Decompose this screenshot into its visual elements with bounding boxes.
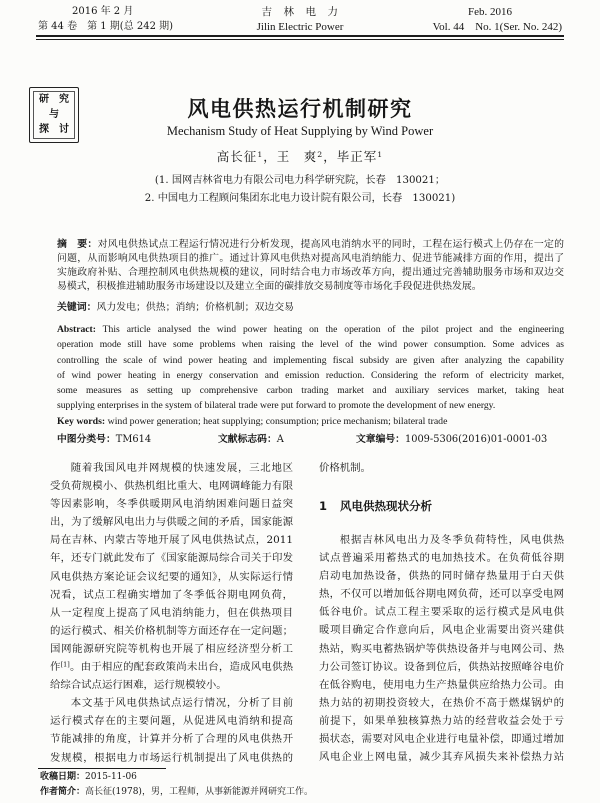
article-number-label: 文章编号： (356, 434, 405, 445)
text-line (319, 585, 564, 603)
line-text: 问题，从而影响风电供热项目的推广。通过计算风电供热对提高风电消纳能力、促进节能减排方面的作用，提出了 (57, 253, 564, 264)
article-number (356, 433, 547, 447)
abstract-en (57, 322, 564, 414)
line-text: 国网能源研究院等机构也开展了相应经济型分析工 (50, 642, 293, 655)
footnote-rule (38, 768, 166, 769)
text-line (50, 676, 293, 694)
text-line (57, 337, 564, 352)
journal-name-en: Jilin Electric Power (256, 21, 344, 33)
text-line (50, 712, 293, 730)
line-text: 热力站的初期投资较大，在热价不高于燃煤锅炉的 (319, 696, 564, 709)
section-heading (319, 497, 432, 515)
text-line (50, 568, 293, 586)
author-bio (40, 785, 313, 799)
affiliation-line: (1. 国网吉林省电力有限公司电力科学研究院，长春 130021； (154, 175, 446, 186)
text-line (319, 531, 564, 549)
line-text: controlling the scale of wind power heating and implementing fiscal subsidy are given after analyzing the capability (57, 354, 564, 366)
author-separator: ， (263, 149, 277, 164)
line-text: 前提下，如果单独核算热力站的经营收益会处于亏 (319, 714, 564, 727)
line-text: 风电企业上网电量，减少其弃风损失来补偿热力站 (319, 751, 564, 764)
text-line (50, 459, 293, 477)
text-line (50, 749, 293, 767)
body-right-column (319, 531, 564, 766)
line-text: 随着我国风电并网规模的快速发展，三北地区 (70, 462, 293, 474)
clc-value: TM614 (115, 434, 152, 445)
header-issue-en: Vol. 44 No. 1(Ser. No. 242) (432, 21, 562, 33)
text-line (57, 266, 564, 280)
abstract-cn (57, 238, 564, 294)
text-line (319, 621, 564, 639)
line-text: 受负荷规模小、供热机组比重大、电网调峰能力有限 (50, 480, 293, 493)
line-text: 暖项目确定合作意向后，风电企业需要出资兴建供 (319, 624, 564, 637)
text-line (319, 658, 564, 676)
line-text: 发规模，根据电力市场运行机制提出了风电供热的 (50, 751, 293, 764)
affiliation-mark: 1 (257, 149, 264, 159)
line-text: 的运行模式、相关价格机制等方面还存在一定问题； (50, 624, 293, 637)
text-line (57, 398, 564, 413)
keywords-cn (57, 301, 564, 315)
line-text: 在低谷购电，使用电力生产热量供应给热力公司。由 (319, 678, 564, 691)
lead-line: 价格机制。 (319, 462, 371, 474)
text-line (57, 368, 564, 383)
document-code-value: A (276, 434, 284, 445)
text-line (50, 730, 293, 748)
line-text: 等因素影响，冬季供暖期风电消纳困难问题日益突 (50, 498, 293, 511)
stamp-text: 与 (49, 109, 59, 120)
text-line (50, 586, 293, 604)
text-line (319, 549, 564, 567)
author-name: 王 爽 (276, 149, 318, 164)
text-line (319, 567, 564, 585)
text-line (319, 603, 564, 621)
abstract-label: 摘 要： (57, 239, 98, 250)
line-text: 易模式，积极推进辅助服务市场建设以及建立全面的碳排放交易制度等市场化手段促进供热发展。 (57, 281, 482, 292)
author-list (0, 148, 600, 165)
text-line (50, 658, 293, 676)
text-line (319, 640, 564, 658)
received-date (40, 770, 137, 784)
keywords-label: Key words: (57, 416, 106, 427)
paper-title-en: Mechanism Study of Heat Supplying by Wind Power (166, 124, 434, 138)
text-line (50, 694, 293, 712)
line-text: 本文基于风电供热试点运行情况，分析了目前 (70, 697, 293, 710)
citation-ref: [1] (60, 660, 70, 669)
keywords-label: 关键词： (57, 302, 97, 313)
line-text: some measures as setting up comprehensive carbon trading market and auxiliary services market, taking heat (57, 385, 564, 397)
text-line (319, 712, 564, 730)
text-line (319, 730, 564, 748)
line-text: 节能减排的角度，计算并分析了合理的风电供热开 (50, 733, 293, 746)
text-line (50, 513, 293, 531)
keywords-text: wind power generation; heat supplying; consumption; price mechanism; bilateral trade (105, 416, 448, 427)
text-line (50, 622, 293, 640)
line-text: 损状态，需要对风电企业进行电量补偿，即通过增加 (319, 733, 564, 746)
header-issue-cn: 第 44 卷 第 1 期(总 242 期) (38, 21, 174, 32)
line-text: 低谷电价。试点工程主要采取的运行模式是风电供 (319, 606, 564, 619)
clc-number (57, 433, 151, 447)
author-bio-text: 高长征(1978)，男，工程师，从事新能源并网研究工作。 (85, 787, 313, 797)
document-code-label: 文献标志码： (218, 434, 277, 445)
text-line (50, 495, 293, 513)
header-rule-thin (36, 39, 564, 40)
line-text: 给综合试点运行困难，运行规模较小。 (50, 679, 227, 692)
header-rule-thick (36, 35, 564, 37)
line-text: operation mode still have some problems when raising the level of the wind power consumption. Some advices as (57, 339, 564, 351)
text-line (50, 477, 293, 495)
line-text: 年，还专门就此发布了《国家能源局综合司关于印发 (50, 552, 293, 565)
clc-label: 中图分类号： (57, 434, 116, 445)
line-text: 对风电供热试点工程运行情况进行分析发现，提高风电消纳水平的同时，工程在运行模式上仍存在一定的 (97, 239, 564, 250)
journal-name-cn: 吉 林 电 力 (261, 6, 339, 18)
line-text: 风电供热方案论证会议纪要的通知》，从实际运行情 (50, 570, 293, 583)
keywords-text: 风力发电；供热；消纳；价格机制；双边交易 (96, 302, 295, 313)
author-bio-label: 作者简介： (40, 787, 86, 797)
author-name: 毕正军 (336, 149, 378, 164)
author-name: 高长征 (216, 149, 258, 164)
text-line (57, 238, 564, 252)
header-date-en: Feb. 2016 (468, 6, 512, 18)
text-line (319, 694, 564, 712)
keywords-en (57, 414, 564, 429)
author-separator: ， (323, 149, 337, 164)
document-code (218, 433, 284, 447)
text-line (57, 252, 564, 266)
body-left-column (50, 459, 293, 767)
text-line (50, 531, 293, 549)
text-line (57, 353, 564, 368)
received-label: 收稿日期： (40, 772, 86, 782)
affiliation-mark: 2 (317, 149, 324, 159)
line-text: 实施政府补贴、合理控制风电供热规模的建议，同时结合电力市场改革方向，提出通过完善辅助服务市场和双边交 (57, 267, 564, 278)
line-text: 运行模式存在的主要问题，从促进风电消纳和提高 (50, 715, 293, 728)
line-text: 根据吉林风电出力及冬季负荷特性，风电供热 (339, 534, 564, 546)
section-title: 风电供热现状分析 (340, 499, 432, 513)
line-text: 局在吉林、内蒙古等地开展了风电供热试点，2011 (50, 534, 293, 547)
line-text: 力公司签订协议。设备到位后，供热站按照峰谷电价 (319, 660, 564, 673)
stamp-text: 研 究 (39, 94, 69, 105)
text-line (50, 640, 293, 658)
body-right-column-lead (319, 459, 564, 479)
line-text: 热，不仅可以增加低谷期电网负荷，还可以享受电网 (319, 588, 564, 601)
affiliation-line: 2. 中国电力工程顾问集团东北电力设计院有限公司，长春 130021) (144, 193, 456, 204)
text-line (57, 322, 564, 337)
text-line (57, 280, 564, 294)
text-line (319, 676, 564, 694)
received-value: 2015-11-06 (85, 772, 137, 782)
line-text: This article analysed the wind power heating on the operation of the pilot project and the engineering (95, 324, 564, 335)
line-text: supplying enterprises in the system of bilateral trade were put forward to promote the development of new energy. (57, 400, 496, 412)
line-text: 试点普遍采用蓄热式的电加热技术。在负荷低谷期 (319, 552, 564, 565)
line-text: 况看，试点工程确实增加了冬季低谷期电网负荷， (50, 588, 293, 601)
line-text: 。由于相应的配套政策尚未出台，造成风电供热 (69, 661, 293, 674)
section-number: 1 (319, 499, 328, 513)
line-text: of wind power heating in energy conservation and emission reduction. Considering the reform of electricity market, (57, 369, 564, 381)
stamp-text: 探 讨 (39, 124, 69, 135)
line-text: 从一定程度上提高了风电消纳能力，但在供热项目 (50, 606, 293, 619)
header-date-cn: 2016 年 2 月 (72, 6, 134, 17)
abstract-label: Abstract: (57, 324, 96, 335)
line-text: 热站，购买电蓄热锅炉等供热设备并与电网公司、热 (319, 642, 564, 655)
text-line (319, 748, 564, 766)
text-line (57, 383, 564, 398)
line-text: 启动电加热设备，供热的同时储存热量用于白天供 (319, 570, 564, 583)
affiliation-mark: 1 (377, 149, 384, 159)
text-line (50, 604, 293, 622)
article-number-value: 1009-5306(2016)01-0001-03 (404, 434, 548, 445)
text-line (50, 549, 293, 567)
line-text: 出，为了缓解风电出力与供暖之间的矛盾，国家能源 (50, 516, 293, 529)
line-text: 作 (50, 661, 61, 674)
paper-title-cn: 风电供热运行机制研究 (187, 97, 413, 121)
